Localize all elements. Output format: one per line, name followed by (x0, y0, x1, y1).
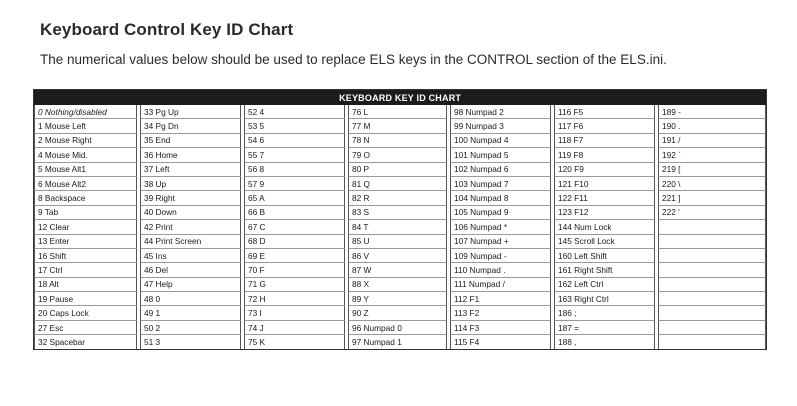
table-cell: 48 0 (140, 292, 241, 306)
table-cell: 86 V (348, 249, 447, 263)
table-cell: 89 Y (348, 292, 447, 306)
table-cell: 54 6 (244, 134, 345, 148)
table-cell: 13 Enter (34, 235, 137, 249)
table-cell: 100 Numpad 4 (450, 134, 551, 148)
table-cell: 97 Numpad 1 (348, 335, 447, 348)
table-cell: 118 F7 (554, 134, 655, 148)
table-row (34, 191, 766, 205)
table-cell: 83 S (348, 206, 447, 220)
table-cell: 192 ` (658, 148, 766, 162)
table-body (34, 105, 766, 349)
table-row (34, 263, 766, 277)
table-cell: 42 Print (140, 220, 241, 234)
table-cell: 161 Right Shift (554, 263, 655, 277)
table-row (34, 163, 766, 177)
table-cell: 99 Numpad 3 (450, 119, 551, 133)
table-cell: 73 I (244, 306, 345, 320)
table-cell: 47 Help (140, 278, 241, 292)
table-cell: 49 1 (140, 306, 241, 320)
table-row (34, 335, 766, 348)
table-cell: 188 , (554, 335, 655, 348)
table-cell: 102 Numpad 6 (450, 163, 551, 177)
table-cell: 34 Pg Dn (140, 119, 241, 133)
table-cell: 0 Nothing/disabled (34, 105, 137, 119)
table-cell (658, 335, 766, 348)
table-cell: 105 Numpad 9 (450, 206, 551, 220)
page-title: Keyboard Control Key ID Chart (40, 20, 294, 39)
table-cell (658, 306, 766, 320)
table-cell: 219 [ (658, 163, 766, 177)
page-subtitle: The numerical values below should be used to replace ELS keys in the CONTROL section of the ELS.ini. (40, 52, 667, 67)
table-cell: 82 R (348, 191, 447, 205)
table-cell: 122 F11 (554, 191, 655, 205)
table-cell: 68 D (244, 235, 345, 249)
table-cell: 18 Alt (34, 278, 137, 292)
table-cell (658, 278, 766, 292)
table-cell: 162 Left Ctrl (554, 278, 655, 292)
table-cell: 186 ; (554, 306, 655, 320)
table-cell: 90 Z (348, 306, 447, 320)
table-cell: 51 3 (140, 335, 241, 348)
table-cell: 9 Tab (34, 206, 137, 220)
table-cell: 117 F6 (554, 119, 655, 133)
table-row (34, 206, 766, 220)
table-cell: 67 C (244, 220, 345, 234)
table-row (34, 321, 766, 335)
table-cell: 84 T (348, 220, 447, 234)
table-cell: 2 Mouse Right (34, 134, 137, 148)
table-cell (658, 263, 766, 277)
table-cell: 46 Del (140, 263, 241, 277)
table-cell: 65 A (244, 191, 345, 205)
table-cell: 53 5 (244, 119, 345, 133)
key-id-table (33, 89, 767, 350)
table-cell: 81 Q (348, 177, 447, 191)
table-row (34, 177, 766, 191)
table-row (34, 105, 766, 119)
table-row (34, 306, 766, 320)
table-cell: 72 H (244, 292, 345, 306)
table-row (34, 235, 766, 249)
table-cell: 55 7 (244, 148, 345, 162)
table-row (34, 119, 766, 133)
table-cell: 96 Numpad 0 (348, 321, 447, 335)
table-cell: 144 Num Lock (554, 220, 655, 234)
table-row (34, 220, 766, 234)
table-cell: 163 Right Ctrl (554, 292, 655, 306)
table-cell: 79 O (348, 148, 447, 162)
table-row (34, 249, 766, 263)
table-cell: 52 4 (244, 105, 345, 119)
table-cell: 187 = (554, 321, 655, 335)
table-cell: 88 X (348, 278, 447, 292)
table-cell: 71 G (244, 278, 345, 292)
table-cell: 113 F2 (450, 306, 551, 320)
table-row (34, 278, 766, 292)
table-cell: 190 . (658, 119, 766, 133)
table-cell: 120 F9 (554, 163, 655, 177)
table-cell: 32 Spacebar (34, 335, 137, 348)
table-cell: 36 Home (140, 148, 241, 162)
table-cell: 17 Ctrl (34, 263, 137, 277)
table-cell: 77 M (348, 119, 447, 133)
table-cell: 78 N (348, 134, 447, 148)
table-cell: 40 Down (140, 206, 241, 220)
table-cell: 50 2 (140, 321, 241, 335)
table-cell: 4 Mouse Mid. (34, 148, 137, 162)
table-cell: 35 End (140, 134, 241, 148)
table-cell: 1 Mouse Left (34, 119, 137, 133)
table-cell: 20 Caps Lock (34, 306, 137, 320)
table-cell: 56 8 (244, 163, 345, 177)
table-cell: 191 / (658, 134, 766, 148)
table-cell: 87 W (348, 263, 447, 277)
table-cell: 160 Left Shift (554, 249, 655, 263)
table-cell: 75 K (244, 335, 345, 348)
table-row (34, 134, 766, 148)
table-cell: 33 Pg Up (140, 105, 241, 119)
table-cell: 112 F1 (450, 292, 551, 306)
table-cell: 121 F10 (554, 177, 655, 191)
table-cell: 6 Mouse Alt2 (34, 177, 137, 191)
table-cell: 220 \ (658, 177, 766, 191)
table-cell: 70 F (244, 263, 345, 277)
table-row (34, 292, 766, 306)
table-cell: 27 Esc (34, 321, 137, 335)
table-cell: 111 Numpad / (450, 278, 551, 292)
table-cell: 80 P (348, 163, 447, 177)
table-cell: 57 9 (244, 177, 345, 191)
table-row (34, 148, 766, 162)
table-cell: 116 F5 (554, 105, 655, 119)
table-cell: 114 F3 (450, 321, 551, 335)
table-cell: 38 Up (140, 177, 241, 191)
table-cell: 104 Numpad 8 (450, 191, 551, 205)
table-header: KEYBOARD KEY ID CHART (34, 90, 766, 105)
table-cell: 107 Numpad + (450, 235, 551, 249)
table-cell (658, 249, 766, 263)
table-cell: 98 Numpad 2 (450, 105, 551, 119)
table-cell: 16 Shift (34, 249, 137, 263)
table-cell: 44 Print Screen (140, 235, 241, 249)
table-cell: 45 Ins (140, 249, 241, 263)
table-cell: 109 Numpad - (450, 249, 551, 263)
table-cell (658, 321, 766, 335)
table-cell: 103 Numpad 7 (450, 177, 551, 191)
table-cell: 110 Numpad . (450, 263, 551, 277)
table-cell: 39 Right (140, 191, 241, 205)
table-cell: 66 B (244, 206, 345, 220)
table-cell: 106 Numpad * (450, 220, 551, 234)
table-cell: 145 Scroll Lock (554, 235, 655, 249)
table-cell: 85 U (348, 235, 447, 249)
table-cell (658, 292, 766, 306)
table-cell: 119 F8 (554, 148, 655, 162)
table-cell: 221 ] (658, 191, 766, 205)
table-cell: 8 Backspace (34, 191, 137, 205)
table-cell (658, 235, 766, 249)
table-cell: 12 Clear (34, 220, 137, 234)
table-cell: 37 Left (140, 163, 241, 177)
table-cell: 115 F4 (450, 335, 551, 348)
table-cell: 189 - (658, 105, 766, 119)
table-cell: 76 L (348, 105, 447, 119)
table-cell: 123 F12 (554, 206, 655, 220)
table-cell: 74 J (244, 321, 345, 335)
table-cell (658, 220, 766, 234)
table-cell: 222 ' (658, 206, 766, 220)
table-cell: 19 Pause (34, 292, 137, 306)
table-cell: 5 Mouse Alt1 (34, 163, 137, 177)
table-cell: 69 E (244, 249, 345, 263)
table-cell: 101 Numpad 5 (450, 148, 551, 162)
